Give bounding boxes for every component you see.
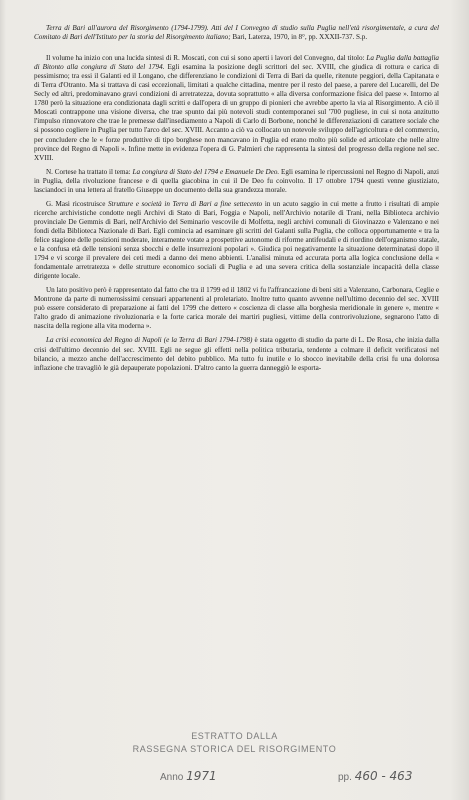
citation-title: Terra di Bari all'aurora del Risorgimento (1794-1799). Atti del I Convegno di studio sulla Puglia nell'età risorgimentale, a cura del Comitato di Bari dell'Istituto per la storia del Risorgimento italiano; — [34, 24, 439, 42]
citation-publication: Bari, Laterza, 1970, in 8°, pp. XXXII-737. S.p. — [230, 33, 368, 42]
text-run: N. Cortese ha trattato il tema: — [46, 167, 133, 176]
review-paragraph — [34, 200, 439, 281]
pages-label: pp. — [338, 772, 352, 783]
review-paragraph — [34, 286, 439, 331]
text-run: Egli esamina le ripercussioni nel Regno di Napoli, anzi in Puglia, della rivoluzione francese e di quella giacobina in cui il De Deo fu coinvolto. Il 17 ottobre 1794 questi venne giustiziato, lasciandoci in una lettera al fratello Giuseppe un documento della sua grandezza morale. — [34, 167, 440, 194]
review-text — [34, 24, 439, 378]
text-run: Un lato positivo però è rappresentato dal fatto che tra il 1799 ed il 1802 vi fu l'affrancazione di beni siti a Valenzano, Carbonara, Ceglie e Montrone da parte di numerosissimi censuari appartenenti al proletariato. Inoltre tutto quanto avvenne nell'ultimo decennio del sec. XVIII può essere considerato di preparazione ai fatti del 1799 che dettero « coscienza di classe alla borghesia meridionale in genere », mentre « l'alto grado di animazione rivoluzionaria e la forte carica morale dei martiri pugliesi, vittime della controrivoluzione, segnarono l'atto di nascita della regione alla vita moderna ». — [34, 286, 439, 331]
year-value: 1971 — [186, 769, 217, 783]
italic-title-run: La crisi economica del Regno di Napoli (e la Terra di Bari 1794-1798) — [46, 336, 253, 345]
offprint-stamp-line1: ESTRATTO DALLA — [191, 731, 278, 741]
text-run: in un acuto saggio in cui mette a frutto i risultati di ampie ricerche archivistiche condotte negli Archivi di Stato di Bari, Foggia e Napoli, nell'Archivio notarile di Trani, nella Biblioteca archivio provinciale De Gemmis di Bari, nell'Archivio del Seminario vescovile di Molfetta, negli archivi comunali di Giovinazzo e Valenzano e nei fondi della Biblioteca Nazionale di Bari. Egli comincia ad esaminare gli scritti del Galanti sulla Puglia, che colloca opportunamente « tra la felice stagione delle posizioni moderate, interamente votate a prospettive autonome di riforme antifeudali e di riordino dell'organismo statale, e la confusa età delle tensioni senza sbocchi e delle insurrezioni popolari ». Giudica poi negativamente la situazione determinatasi dopo il 1794 e vi scorge il prevalere dei ceti medi a danno dei meno abbienti. L'analisi minuta ed accurata porta alla logica conclusione della « fondamentale arretratezza » delle strutture economico sociali di Puglia e ad una severa critica della sostanziale incapacità della classe dirigente locale. — [34, 199, 439, 281]
italic-title-run: La congiura di Stato del 1794 e Emanuele De Deo. — [132, 167, 280, 176]
year-label: Anno — [160, 772, 184, 783]
text-run: G. Masi ricostruisce — [46, 199, 108, 208]
offprint-pages — [338, 769, 412, 783]
text-run: è stata oggetto di studio da parte di L. De Rosa, che inizia dalla crisi dell'ultimo decennio del sec. XVIII. Egli ne segue gli effetti nella politica tributaria, tendente a colmare il deficit verificatosi nel bilancio, a mezzo anche dell'accrescimento del debito pubblico. Ma tutto fu inutile e lo sbocco inevitabile della crisi fu una dolorosa inflazione che travagliò le già depauperate popolazioni. D'altro canto la guerra danneggiò le esporta- — [34, 336, 439, 372]
offprint-stamp-line2: RASSEGNA STORICA DEL RISORGIMENTO — [132, 744, 337, 754]
text-run: Egli esamina la posizione degli scrittori del sec. XVIII, che giudica di rottura e carica di pessimismo; tra essi il Galanti ed il Longano, che differenziano le condizioni di Terra di Bari da quelle, ritenute peggiori, della Capitanata e di Terra d'Otranto. Ma si trattava di casi eccezionali, limitati a qualche cittadina, mentre per il resto del paese, a parere del Lucarelli, del De Secly ed altri, predominavano gravi condizioni di arretratezza, dovuta soprattutto « alla diversa conformazione fisica del paese ». Intorno al 1780 però la situazione era condizionata dagli scritti e dall'opera di un gruppo di pionieri che avrebbe aperto la via al Risorgimento. A ciò il Moscati contrappone una visione diversa, che trae spunto dai più notevoli studi contemporanei sul '700 pugliese, in cui si nota anzitutto l'impulso rinnovatore che trae le premesse dall'insediamento a Napoli di Carlo di Borbone, nonché le differenziazioni di carattere sociale che si possono cogliere in Puglia per tutto l'arco del sec. XVIII. Accanto a ciò va collocato un notevole sviluppo dell'agricoltura e del commercio, per concludere che le « forze produttive di tipo borghese non mancavano in Puglia ed erano molto più solide ed articolate che nelle altre province del Regno di Napoli ». Infine mette in evidenza l'opera di G. Palmieri che rappresenta la sintesi del progresso della regione nel sec. XVIII. — [34, 63, 439, 162]
text-run: Il volume ha inizio con una lucida sintesi di R. Moscati, con cui si sono aperti i lavori del Convegno, dal titolo: — [46, 54, 367, 63]
book-citation — [34, 24, 439, 42]
pages-value: 460 - 463 — [354, 769, 413, 783]
review-paragraph — [34, 336, 439, 372]
review-paragraphs — [34, 54, 439, 373]
review-paragraph — [34, 54, 439, 163]
italic-title-run: La Puglia dalla battaglia di Bitonto alla congiura di Stato del 1794. — [34, 54, 440, 72]
review-paragraph — [34, 168, 439, 195]
italic-title-run: Strutture e società in Terra di Bari a fine settecento — [107, 199, 263, 208]
offprint-year — [160, 769, 217, 783]
